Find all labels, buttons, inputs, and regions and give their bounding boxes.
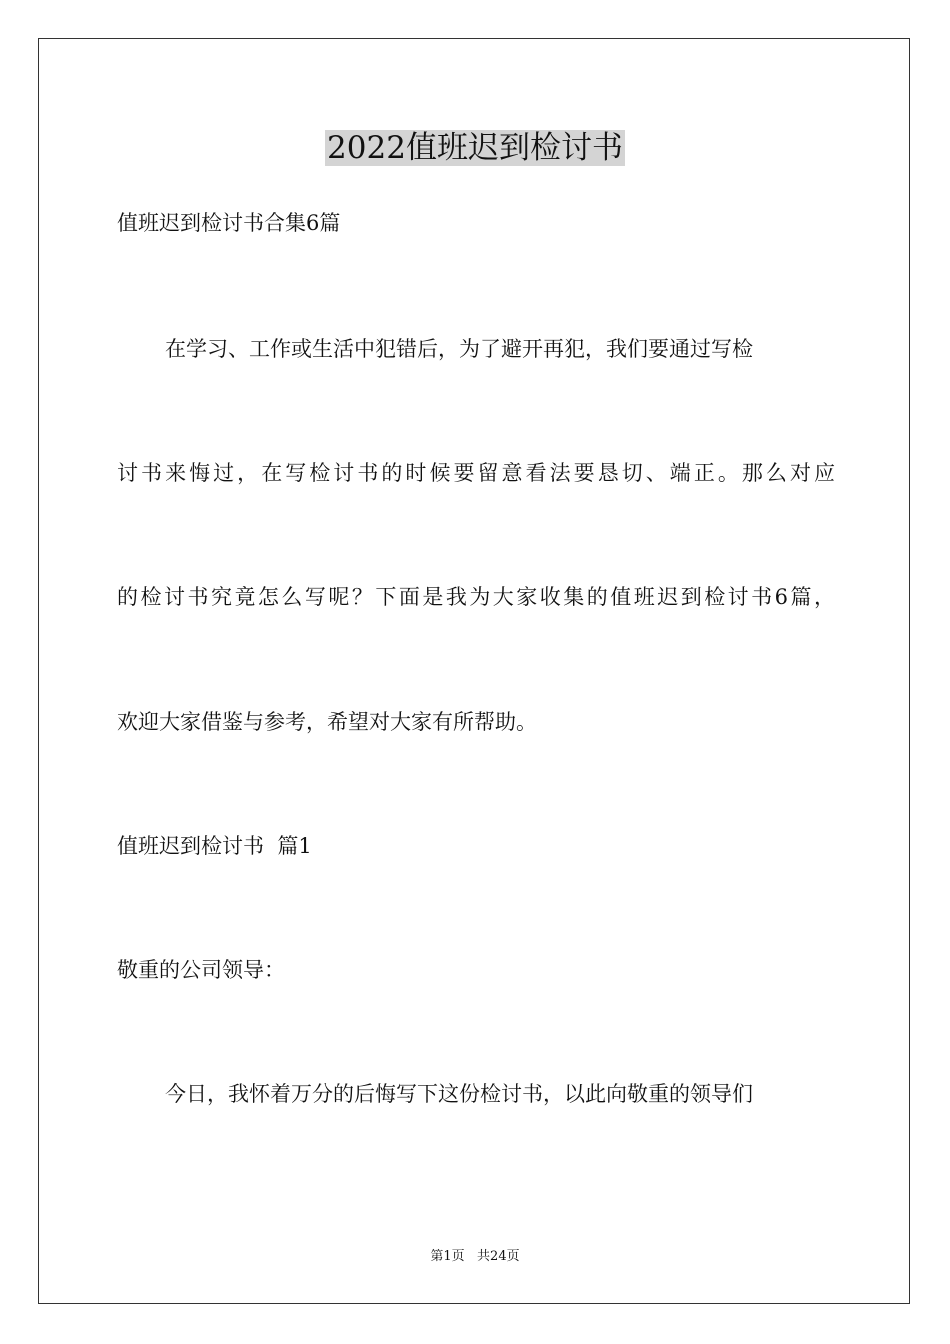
intro-paragraph-line: 的检讨书究竟怎么写呢？下面是我为大家收集的值班迟到检讨书6篇， [117, 585, 835, 609]
page-footer: 第1页 共24页 [430, 1249, 520, 1264]
intro-paragraph-line: 在学习、工作或生活中犯错后，为了避开再犯，我们要通过写检 [165, 337, 753, 361]
section-heading: 值班迟到检讨书 篇1 [117, 834, 312, 858]
intro-paragraph-line: 欢迎大家借鉴与参考，希望对大家有所帮助。 [117, 710, 537, 734]
document-title-text: 2022值班迟到检讨书 [327, 130, 623, 166]
document-subtitle: 值班迟到检讨书合集6篇 [117, 211, 341, 235]
document-title [0, 126, 950, 170]
letter-body-line: 今日，我怀着万分的后悔写下这份检讨书，以此向敬重的领导们 [165, 1082, 753, 1106]
letter-salutation: 敬重的公司领导： [117, 958, 285, 982]
intro-paragraph-line: 讨书来悔过，在写检讨书的时候要留意看法要恳切、端正。那么对应 [117, 461, 835, 485]
